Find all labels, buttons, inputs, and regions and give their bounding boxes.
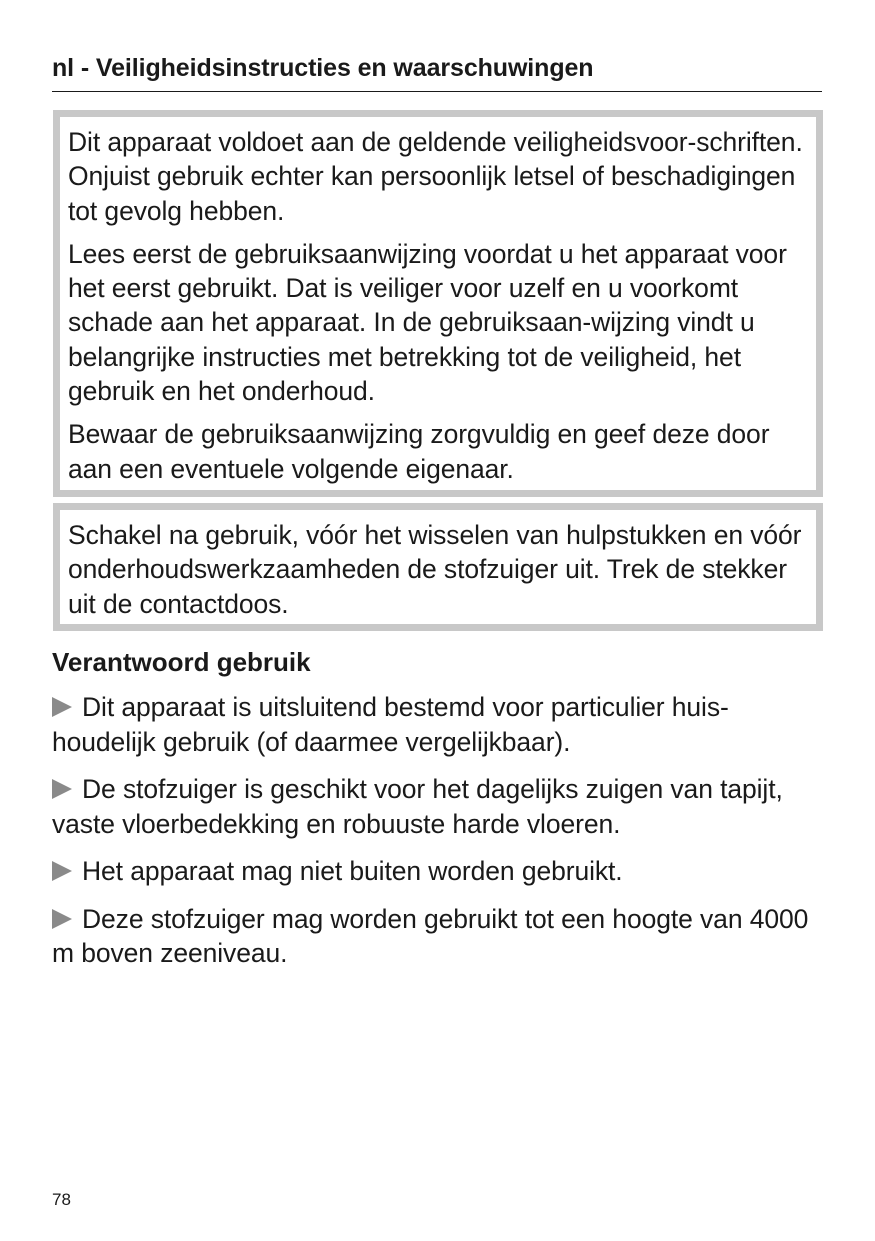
page-number: 78 (52, 1190, 71, 1209)
list-item-text: Dit apparaat is uitsluitend bestemd voor particulier huis-houdelijk gebruik (of daarmee vergelijkbaar). (52, 692, 729, 757)
power-off-notice-text: Schakel na gebruik, vóór het wisselen van hulpstukken en vóór onderhoudswerkzaamheden de stofzuiger uit. Trek de stekker uit de contactdoos. (68, 520, 802, 619)
list-item-text: Het apparaat mag niet buiten worden gebruikt. (82, 856, 623, 886)
safety-notice-paragraph-3: Bewaar de gebruiksaanwijzing zorgvuldig en geef deze door aan een eventuele volgende eigenaar. (68, 419, 770, 484)
safety-notice-box (53, 110, 823, 497)
arrow-right-icon (52, 697, 72, 717)
section-heading: Verantwoord gebruik (52, 647, 311, 677)
list-item-text: De stofzuiger is geschikt voor het dagelijks zuigen van tapijt, vaste vloerbedekking en robuuste harde vloeren. (52, 774, 783, 839)
list-item (52, 772, 827, 841)
list-item (52, 902, 827, 971)
safety-notice-paragraph-1: Dit apparaat voldoet aan de geldende veiligheidsvoor-schriften. Onjuist gebruik echter kan persoonlijk letsel of beschadigingen tot gevolg hebben. (68, 127, 803, 226)
arrow-right-icon (52, 779, 72, 799)
list-item (52, 854, 827, 889)
list-item-text: Deze stofzuiger mag worden gebruikt tot een hoogte van 4000 m boven zeeniveau. (52, 903, 809, 968)
safety-notice-paragraph-2: Lees eerst de gebruiksaanwijzing voordat u het apparaat voor het eerst gebruikt. Dat is veiliger voor uzelf en u voorkomt schade aan het apparaat. In de gebruiksaan-wijzing vindt u belangrijke instructies met betrekking tot de veiligheid, het gebruik en het onderhoud. (68, 238, 787, 407)
arrow-right-icon (52, 861, 72, 881)
arrow-right-icon (52, 909, 72, 929)
page-header (52, 52, 822, 92)
page-title: nl - Veiligheidsinstructies en waarschuwingen (52, 54, 594, 82)
power-off-notice-box (53, 503, 823, 631)
list-item (52, 690, 827, 759)
usage-list (52, 690, 827, 984)
